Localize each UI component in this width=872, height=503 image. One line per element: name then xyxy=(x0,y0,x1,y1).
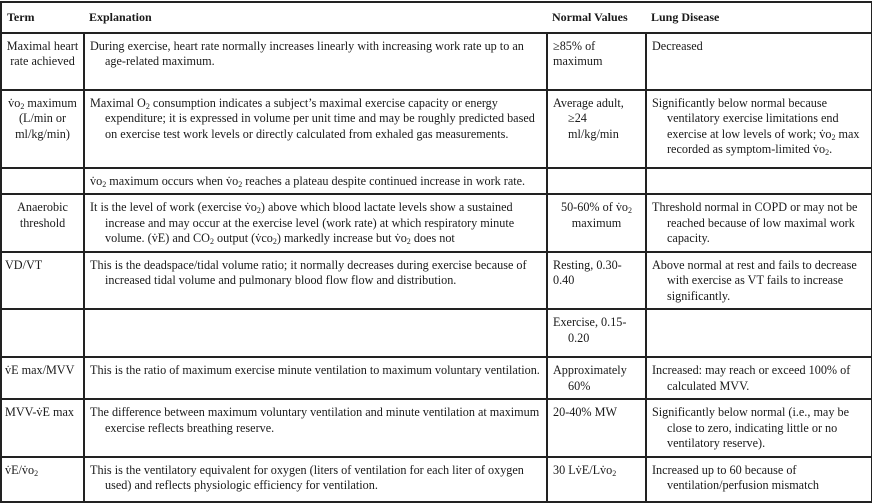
table-row xyxy=(1,194,872,252)
header-lung-disease: Lung Disease xyxy=(646,2,872,33)
normal-values-cell: Resting, 0.30-0.40 xyxy=(547,252,646,310)
subscript: 2 xyxy=(831,132,836,142)
explanation-text: does not xyxy=(410,231,455,245)
subscript: 2 xyxy=(34,468,39,478)
explanation-cell: This is the ratio of maximum exercise minute ventilation to maximum voluntary ventilation. xyxy=(84,357,547,399)
exercise-test-table xyxy=(0,1,872,503)
normal-text: 30 Lv̇E/Lv̇o xyxy=(553,462,613,477)
term-cell: MVV-v̇E max xyxy=(1,399,84,457)
explanation-text: ) above which blood lactate levels show a sustained increase and may occur at the exercise level (work rate) at which respiratory minute volume. (v̇E) and CO xyxy=(105,200,515,245)
lung-disease-cell: Significantly below normal (i.e., may be close to zero, indicating little or no ventilatory reserve). xyxy=(646,399,872,457)
subscript: 2 xyxy=(612,468,617,478)
normal-values-cell: Exercise, 0.15-0.20 xyxy=(547,309,646,357)
term-cell: v̇E max/MVV xyxy=(1,357,84,399)
explanation-text: reaches a plateau despite continued increase in work rate. xyxy=(242,173,526,188)
term-cell: VD/VT xyxy=(1,252,84,310)
subscript: 2 xyxy=(406,237,411,246)
subscript: 2 xyxy=(20,101,25,111)
term-text: maximum (L/min or ml/kg/min) xyxy=(15,95,77,141)
lung-disease-cell: Increased: may reach or exceed 100% of calculated MVV. xyxy=(646,357,872,399)
explanation-cell: This is the deadspace/tidal volume ratio; it normally decreases during exercise because of increased tidal volume and pulmonary blood flow flow and distribution. xyxy=(84,252,547,310)
header-term: Term xyxy=(1,2,84,33)
explanation-cell xyxy=(84,90,547,168)
term-cell xyxy=(1,168,84,195)
header-normal-values: Normal Values xyxy=(547,2,646,33)
subscript: 2 xyxy=(102,179,107,189)
table-row xyxy=(1,309,872,357)
term-text: v̇o xyxy=(8,95,21,110)
disease-text: max recorded as symptom-limited v̇o xyxy=(667,126,860,156)
explanation-text: It is the level of work (exercise v̇o xyxy=(90,200,257,214)
subscript: 2 xyxy=(825,148,830,157)
disease-text: Significantly below normal because ventilatory exercise limitations end exercise at low levels of work; v̇o xyxy=(652,95,839,141)
normal-text: maximum xyxy=(571,215,622,230)
table-row xyxy=(1,357,872,399)
lung-disease-cell: Threshold normal in COPD or may not be reached because of low maximal work capacity. xyxy=(646,194,872,252)
table-row xyxy=(1,33,872,90)
table-row xyxy=(1,457,872,502)
normal-values-cell: ≥85% of maximum xyxy=(547,33,646,90)
explanation-text: v̇o xyxy=(90,173,103,188)
header-row xyxy=(1,2,872,33)
normal-values-cell xyxy=(547,168,646,195)
normal-values-cell: 20-40% MW xyxy=(547,399,646,457)
normal-text: 50-60% of v̇o xyxy=(560,200,629,214)
disease-text: . xyxy=(829,142,833,156)
table-row xyxy=(1,399,872,457)
lung-disease-cell: Increased up to 60 because of ventilation/perfusion mismatch xyxy=(646,457,872,502)
normal-values-cell: Average adult, ≥24 ml/kg/min xyxy=(547,90,646,168)
lung-disease-cell xyxy=(646,168,872,195)
normal-values-cell: Approximately 60% xyxy=(547,357,646,399)
explanation-text: Maximal O xyxy=(90,95,146,110)
normal-values-cell xyxy=(547,457,646,502)
term-cell: Anaerobic threshold xyxy=(1,194,84,252)
subscript: 2 xyxy=(209,237,214,246)
explanation-text: output (v̇co xyxy=(213,231,273,245)
table-row xyxy=(1,168,872,195)
term-cell: Maximal heart rate achieved xyxy=(1,33,84,90)
subscript: 2 xyxy=(145,101,150,111)
lung-disease-cell xyxy=(646,309,872,357)
explanation-cell xyxy=(84,309,547,357)
subscript: 2 xyxy=(272,237,277,246)
explanation-text: ) markedly increase but v̇o xyxy=(276,231,407,245)
explanation-cell: The difference between maximum voluntary ventilation and minute ventilation at maximum exercise reflects breathing reserve. xyxy=(84,399,547,457)
explanation-text: consumption indicates a subject’s maximal exercise capacity or energy expenditure; it is expressed in volume per unit time and may be roughly predicted based on exercise test work levels or directly calculated from exhaled gas measurements. xyxy=(105,95,535,141)
subscript: 2 xyxy=(628,206,633,215)
lung-disease-cell xyxy=(646,90,872,168)
term-cell xyxy=(1,309,84,357)
table-row xyxy=(1,90,872,168)
term-cell xyxy=(1,90,84,168)
subscript: 2 xyxy=(256,206,261,215)
explanation-cell xyxy=(84,194,547,252)
term-text: v̇E/v̇o xyxy=(5,462,35,477)
lung-disease-cell: Decreased xyxy=(646,33,872,90)
explanation-cell: During exercise, heart rate normally increases linearly with increasing work rate up to an age-related maximum. xyxy=(84,33,547,90)
lung-disease-cell: Above normal at rest and fails to decrease with exercise as VT fails to increase significantly. xyxy=(646,252,872,310)
header-explanation: Explanation xyxy=(84,2,547,33)
explanation-cell xyxy=(84,168,547,195)
explanation-cell: This is the ventilatory equivalent for oxygen (liters of ventilation for each liter of oxygen used) and reflects physiologic efficiency for ventilation. xyxy=(84,457,547,502)
table-row xyxy=(1,252,872,310)
term-cell xyxy=(1,457,84,502)
explanation-text: maximum occurs when v̇o xyxy=(106,173,239,188)
subscript: 2 xyxy=(238,179,243,189)
normal-values-cell xyxy=(547,194,646,252)
